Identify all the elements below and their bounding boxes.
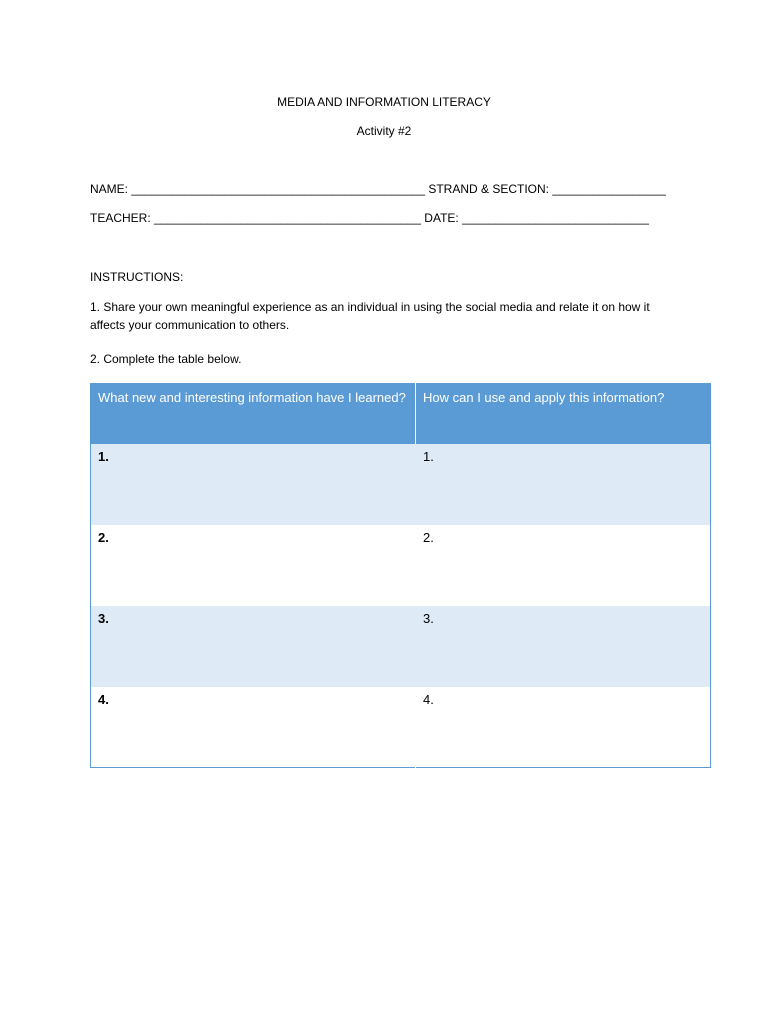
table-row — [91, 687, 711, 768]
apply-cell-4[interactable]: 4. — [416, 687, 711, 768]
activity-number: Activity #2 — [356, 124, 412, 138]
table-row — [91, 525, 711, 606]
reflection-table — [90, 383, 711, 768]
name-strand-section-line: NAME: ____________________________________________ STRAND & SECTION: _________________ — [90, 182, 666, 196]
apply-cell-1[interactable]: 1. — [416, 444, 711, 525]
table-header-row — [91, 384, 711, 444]
apply-cell-3[interactable]: 3. — [416, 606, 711, 687]
learned-cell-3[interactable]: 3. — [91, 606, 416, 687]
learned-cell-2[interactable]: 2. — [91, 525, 416, 606]
apply-cell-2[interactable]: 2. — [416, 525, 711, 606]
header-apply: How can I use and apply this information? — [416, 384, 711, 444]
document-title: MEDIA AND INFORMATION LITERACY — [277, 95, 491, 109]
header-learned: What new and interesting information have I learned? — [91, 384, 416, 444]
table-row — [91, 444, 711, 525]
learned-cell-4[interactable]: 4. — [91, 687, 416, 768]
instruction-item-2: 2. Complete the table below. — [90, 352, 242, 366]
instructions-heading: INSTRUCTIONS: — [90, 270, 184, 284]
table-row — [91, 606, 711, 687]
learned-cell-1[interactable]: 1. — [91, 444, 416, 525]
instruction-item-1: 1. Share your own meaningful experience as an individual in using the social media and relate it on how it affects your communication to others. — [90, 300, 650, 332]
teacher-date-line: TEACHER: ________________________________________ DATE: ____________________________ — [90, 211, 649, 225]
